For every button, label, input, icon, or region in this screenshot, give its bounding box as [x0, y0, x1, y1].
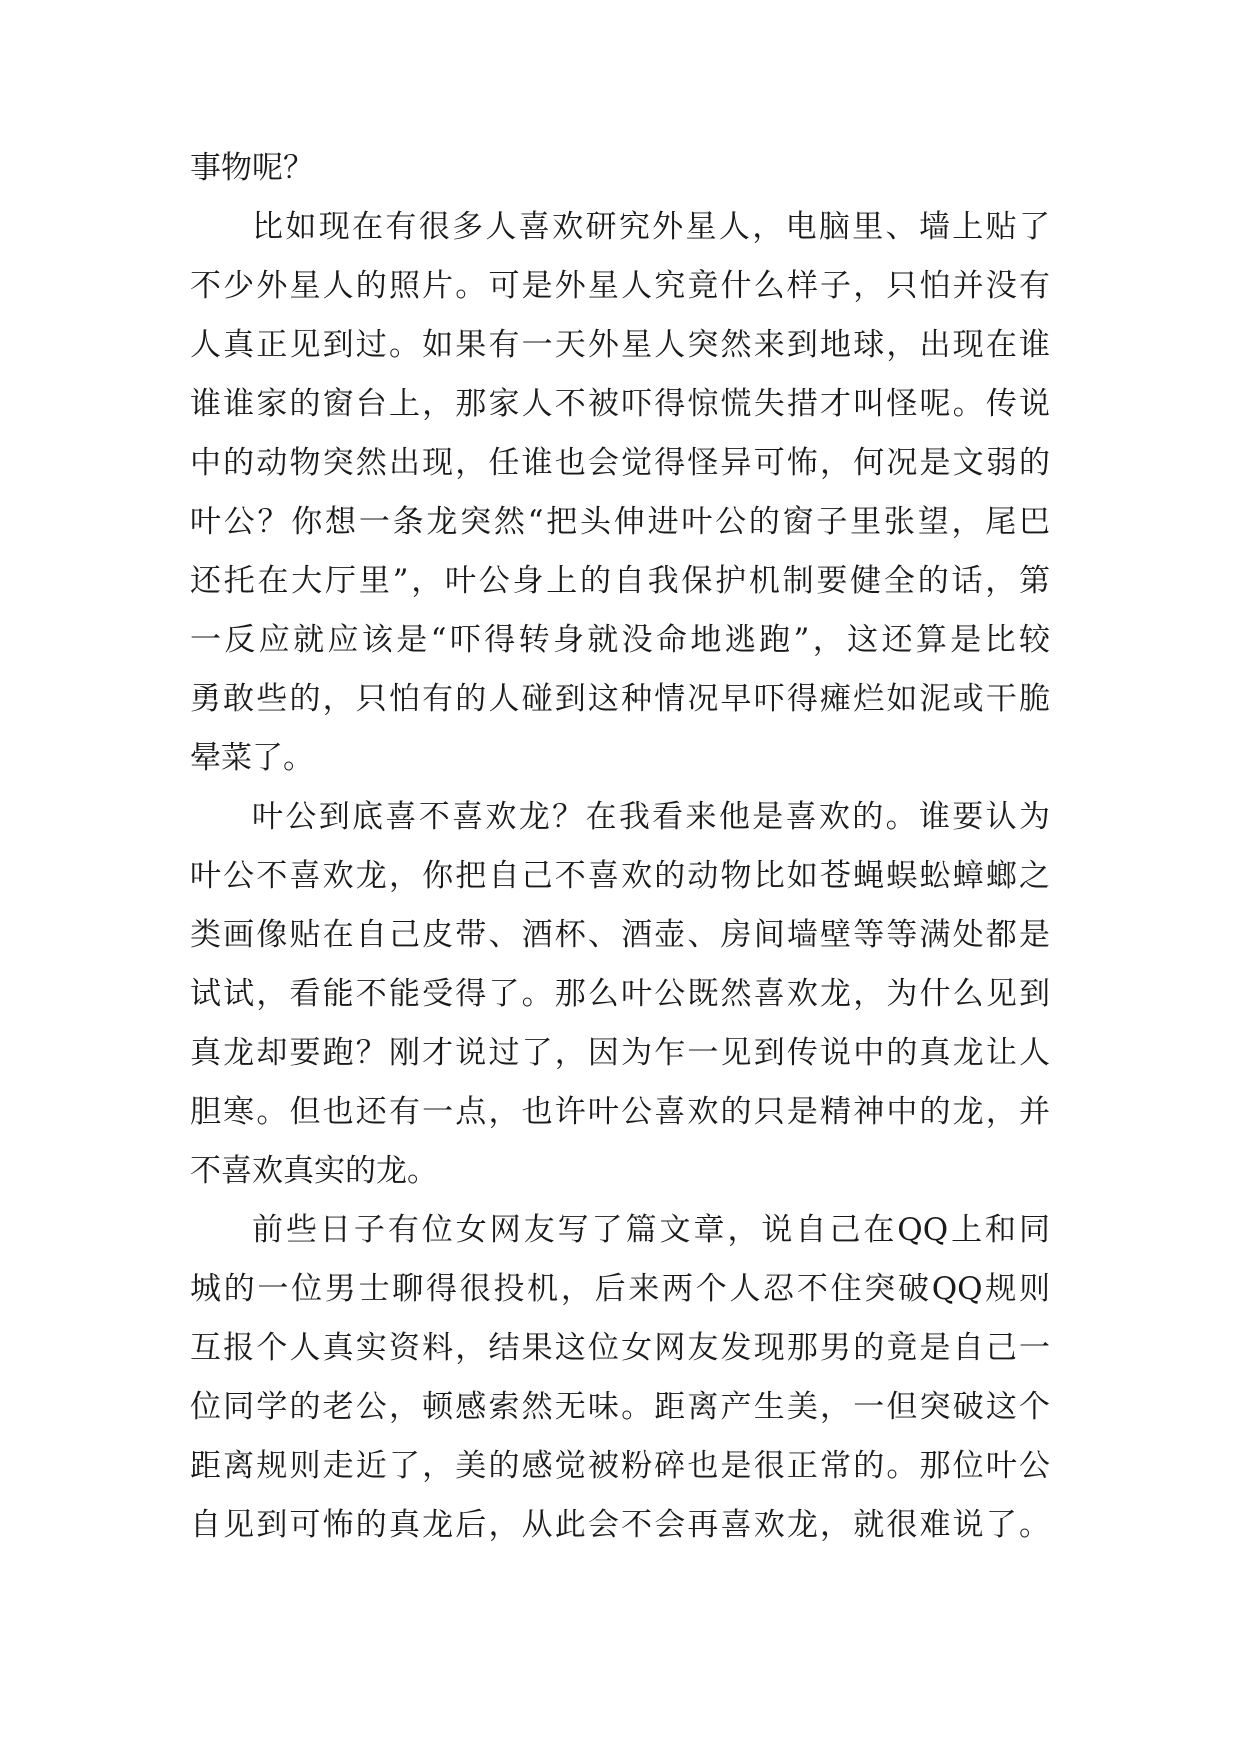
text-line: 叶公？你想一条龙突然“把头伸进叶公的窗子里张望，尾巴 — [190, 504, 1050, 540]
text-line: 试试，看能不能受得了。那么叶公既然喜欢龙，为什么见到 — [190, 976, 1050, 1012]
paragraph-first-line: 前些日子有位女网友写了篇文章，说自己在QQ上和同 — [252, 1212, 1050, 1248]
text-line: 中的动物突然出现，任谁也会觉得怪异可怖，何况是文弱的 — [190, 445, 1050, 481]
text-line: 人真正见到过。如果有一天外星人突然来到地球，出现在谁 — [190, 327, 1050, 363]
text-line: 晕菜了。 — [190, 740, 314, 776]
text-line: 一反应就应该是“吓得转身就没命地逃跑”，这还算是比较 — [190, 622, 1050, 658]
text-line: 不少外星人的照片。可是外星人究竟什么样子，只怕并没有 — [190, 268, 1050, 304]
text-line: 谁谁家的窗台上，那家人不被吓得惊慌失措才叫怪呢。传说 — [190, 386, 1050, 422]
paragraph-first-line: 叶公到底喜不喜欢龙？在我看来他是喜欢的。谁要认为 — [252, 799, 1050, 835]
text-line: 勇敢些的，只怕有的人碰到这种情况早吓得瘫烂如泥或干脆 — [190, 681, 1050, 717]
text-line: 不喜欢真实的龙。 — [190, 1153, 438, 1189]
paragraph-first-line: 比如现在有很多人喜欢研究外星人，电脑里、墙上贴了 — [252, 209, 1050, 245]
text-line: 位同学的老公，顿感索然无味。距离产生美，一但突破这个 — [190, 1389, 1050, 1425]
text-line: 胆寒。但也还有一点，也许叶公喜欢的只是精神中的龙，并 — [190, 1094, 1050, 1130]
text-line: 还托在大厅里”，叶公身上的自我保护机制要健全的话，第 — [190, 563, 1050, 599]
text-line: 距离规则走近了，美的感觉被粉碎也是很正常的。那位叶公 — [190, 1448, 1050, 1484]
text-line: 事物呢？ — [190, 150, 314, 186]
text-line: 城的一位男士聊得很投机，后来两个人忍不住突破QQ规则 — [190, 1271, 1050, 1307]
text-line: 类画像贴在自己皮带、酒杯、酒壶、房间墙壁等等满处都是 — [190, 917, 1050, 953]
text-line: 真龙却要跑？刚才说过了，因为乍一见到传说中的真龙让人 — [190, 1035, 1050, 1071]
text-line: 互报个人真实资料，结果这位女网友发现那男的竟是自己一 — [190, 1330, 1050, 1366]
text-line: 叶公不喜欢龙，你把自己不喜欢的动物比如苍蝇蜈蚣蟑螂之 — [190, 858, 1050, 894]
text-line: 自见到可怖的真龙后，从此会不会再喜欢龙，就很难说了。 — [190, 1507, 1050, 1543]
